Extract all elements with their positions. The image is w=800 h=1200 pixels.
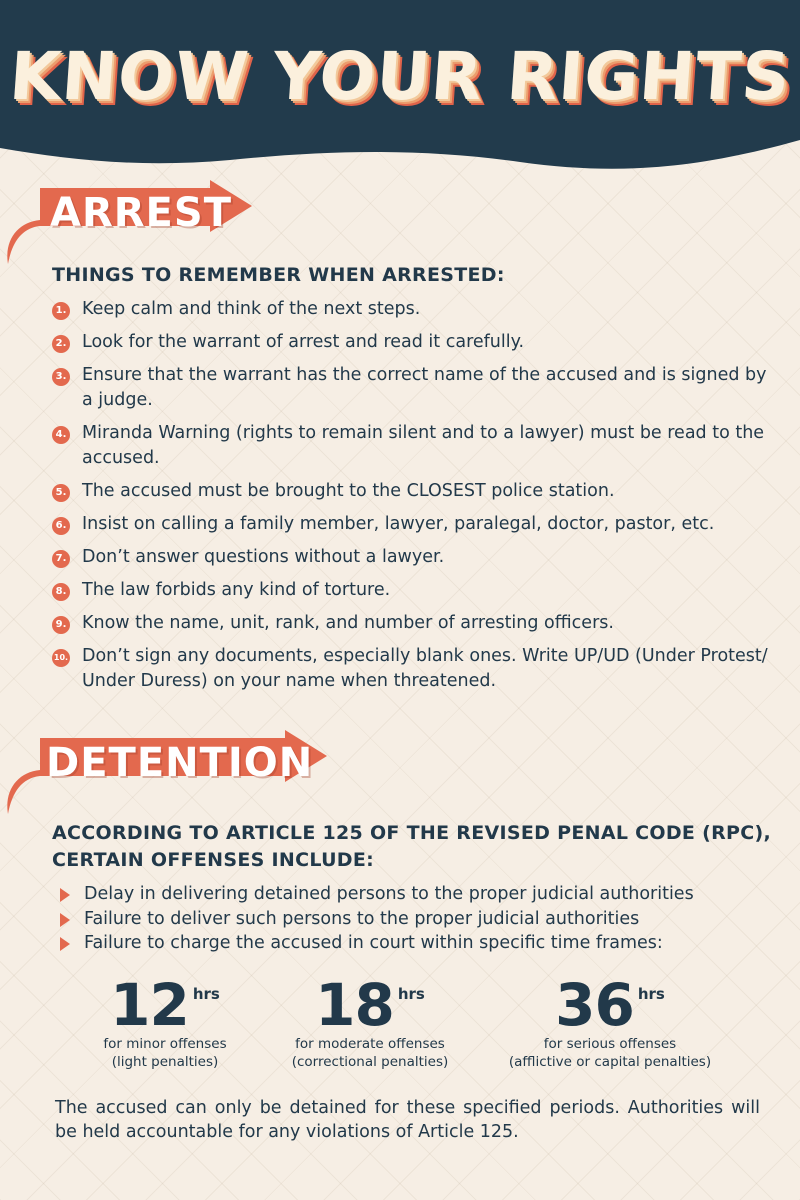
- list-item: [52, 297, 772, 322]
- list-item-text: Know the name, unit, rank, and number of arresting officers.: [82, 613, 614, 633]
- list-item-text: Keep calm and think of the next steps.: [82, 299, 421, 319]
- period-18: [270, 971, 470, 1071]
- list-item-text: The law forbids any kind of torture.: [82, 580, 391, 600]
- list-item-text: Don’t sign any documents, especially blank ones. Write UP/UD (Under Protest/ Under Duress) on your name when threatened.: [82, 646, 768, 691]
- number-badge: 10.: [52, 649, 70, 667]
- triangle-bullet-icon: [60, 937, 70, 951]
- period-unit: hrs: [637, 985, 665, 1003]
- period-desc: for serious offenses: [543, 1036, 677, 1052]
- list-item: [52, 512, 772, 537]
- period-desc: for moderate offenses: [295, 1036, 445, 1052]
- period-desc-penalty: (light penalties): [111, 1054, 219, 1070]
- list-item: [52, 479, 772, 504]
- number-badge: 7.: [52, 550, 70, 568]
- list-item-text: Failure to deliver such persons to the proper judicial authorities: [84, 908, 640, 929]
- number-badge: 6.: [52, 517, 70, 535]
- list-item-text: Don’t answer questions without a lawyer.: [82, 547, 445, 567]
- arrest-heading: THINGS TO REMEMBER WHEN ARRESTED:: [52, 264, 505, 286]
- detention-banner-label: DETENTION: [46, 740, 314, 786]
- list-item-text: The accused must be brought to the CLOSEST police station.: [82, 481, 615, 501]
- triangle-bullet-icon: [60, 888, 70, 902]
- period-desc-penalty: (correctional penalties): [291, 1054, 449, 1070]
- period-desc: for minor offenses: [103, 1036, 227, 1052]
- detention-heading: [52, 820, 771, 874]
- period-number: 18: [315, 971, 394, 1039]
- number-badge: 4.: [52, 426, 70, 444]
- list-item: [58, 882, 778, 907]
- number-badge: 8.: [52, 583, 70, 601]
- triangle-bullet-icon: [60, 913, 70, 927]
- period-unit: hrs: [192, 985, 220, 1003]
- arrest-rights-list: [52, 297, 772, 702]
- period-unit: hrs: [397, 985, 425, 1003]
- number-badge: 3.: [52, 368, 70, 386]
- number-badge: 9.: [52, 616, 70, 634]
- list-item: [52, 644, 772, 694]
- offense-list: [58, 882, 778, 956]
- detention-heading-line1: ACCORDING TO ARTICLE 125 OF THE REVISED PENAL CODE (RPC),: [52, 822, 771, 844]
- list-item: [52, 578, 772, 603]
- period-12: [80, 971, 250, 1071]
- accountability-note: The accused can only be detained for these specified periods. Authorities will be held accountable for any violations of Article 125.: [55, 1098, 760, 1142]
- list-item-text: Insist on calling a family member, lawyer, paralegal, doctor, pastor, etc.: [82, 514, 715, 534]
- arrest-banner: [0, 180, 270, 270]
- header-band: [0, 0, 800, 185]
- arrest-banner-label: ARREST: [50, 190, 232, 236]
- period-desc-penalty: (afflictive or capital penalties): [508, 1054, 712, 1070]
- period-36: [480, 971, 740, 1071]
- list-item-text: Delay in delivering detained persons to the proper judicial authorities: [84, 884, 694, 904]
- detention-heading-line2: CERTAIN OFFENSES INCLUDE:: [52, 849, 375, 871]
- detention-banner: [0, 730, 340, 820]
- list-item: [52, 330, 772, 355]
- list-item: [52, 545, 772, 570]
- period-number: 36: [555, 971, 634, 1039]
- page-title: KNOW YOUR RIGHTS: [7, 38, 793, 115]
- number-badge: 1.: [52, 302, 70, 320]
- list-item: [52, 421, 772, 471]
- list-item-text: Ensure that the warrant has the correct name of the accused and is signed by a judge.: [82, 365, 767, 410]
- period-number: 12: [110, 971, 189, 1039]
- list-item-text: Failure to charge the accused in court within specific time frames:: [84, 933, 663, 953]
- list-item: [58, 907, 778, 932]
- number-badge: 2.: [52, 335, 70, 353]
- detention-periods: [0, 971, 800, 1075]
- list-item: [52, 363, 772, 413]
- number-badge: 5.: [52, 484, 70, 502]
- list-item: [58, 931, 778, 956]
- list-item-text: Look for the warrant of arrest and read it carefully.: [82, 332, 525, 352]
- list-item: [52, 611, 772, 636]
- list-item-text: Miranda Warning (rights to remain silent and to a lawyer) must be read to the accused.: [82, 423, 765, 468]
